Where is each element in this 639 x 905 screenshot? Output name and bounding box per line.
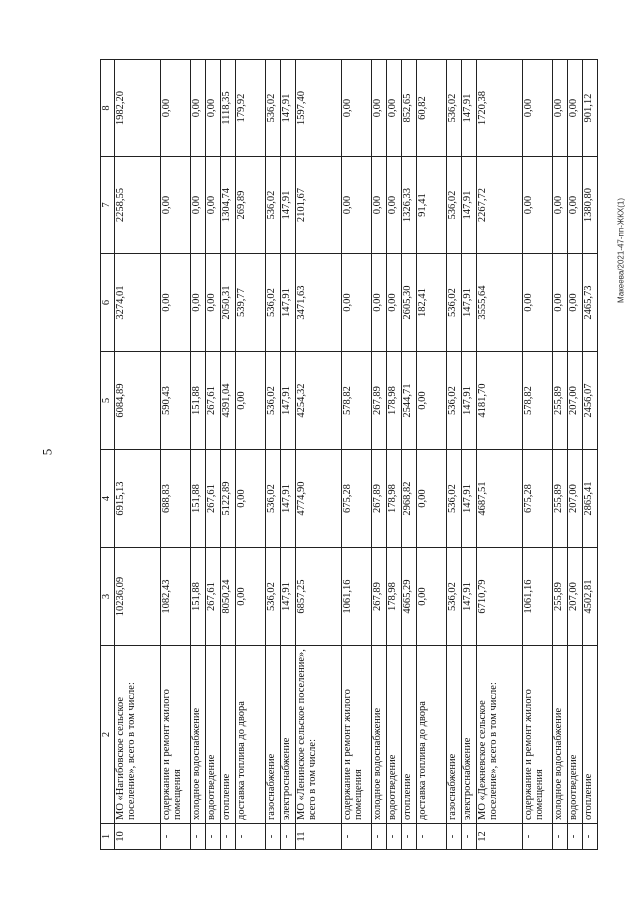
value-cell: 267,89 xyxy=(372,450,387,548)
value-cell: 1061,16 xyxy=(342,548,372,646)
column-header: 8 xyxy=(101,60,115,157)
value-cell: 207,00 xyxy=(568,548,583,646)
row-label-cell: холодное водоснабжение xyxy=(553,646,568,824)
value-cell: 590,43 xyxy=(161,352,191,450)
value-cell: 207,00 xyxy=(568,352,583,450)
row-number-cell: - xyxy=(281,824,296,850)
value-cell: 0,00 xyxy=(523,60,553,157)
value-cell: 1326,33 xyxy=(402,157,417,254)
value-cell: 0,00 xyxy=(372,157,387,254)
value-cell: 147,91 xyxy=(281,450,296,548)
row-number-cell: - xyxy=(568,824,583,850)
value-cell: 147,91 xyxy=(462,548,477,646)
column-header: 3 xyxy=(101,548,115,646)
value-cell: 2258,55 xyxy=(115,157,161,254)
value-cell: 255,89 xyxy=(553,450,568,548)
value-cell: 536,02 xyxy=(266,157,281,254)
value-cell: 1118,35 xyxy=(221,60,236,157)
row-label-cell: водоотведение xyxy=(206,646,221,824)
value-cell: 267,61 xyxy=(206,548,221,646)
table-row xyxy=(281,60,296,850)
value-cell: 2101,67 xyxy=(296,157,342,254)
value-cell: 0,00 xyxy=(206,60,221,157)
value-cell: 0,00 xyxy=(191,254,206,352)
row-label-cell: МО «Дежневское сельское поселение», всего в том числе: xyxy=(477,646,523,824)
table-row xyxy=(462,60,477,850)
value-cell: 0,00 xyxy=(417,548,447,646)
value-cell: 4181,70 xyxy=(477,352,523,450)
value-cell: 1597,40 xyxy=(296,60,342,157)
table-row xyxy=(523,60,553,850)
table-row xyxy=(417,60,447,850)
row-number-cell: - xyxy=(417,824,447,850)
value-cell: 536,02 xyxy=(266,450,281,548)
value-cell: 0,00 xyxy=(523,254,553,352)
value-cell: 2465,73 xyxy=(583,254,598,352)
row-label-cell: электроснабжение xyxy=(462,646,477,824)
table-row xyxy=(115,60,161,850)
value-cell: 147,91 xyxy=(281,548,296,646)
value-cell: 1082,43 xyxy=(161,548,191,646)
value-cell: 0,00 xyxy=(387,60,402,157)
value-cell: 255,89 xyxy=(553,352,568,450)
value-cell: 852,65 xyxy=(402,60,417,157)
table-row xyxy=(553,60,568,850)
value-cell: 4665,29 xyxy=(402,548,417,646)
table-row xyxy=(402,60,417,850)
value-cell: 3555,64 xyxy=(477,254,523,352)
row-label-cell: доставка топлива до двора xyxy=(236,646,266,824)
table-row xyxy=(583,60,598,850)
value-cell: 147,91 xyxy=(462,157,477,254)
value-cell: 0,00 xyxy=(342,254,372,352)
value-cell: 536,02 xyxy=(266,548,281,646)
row-label-cell: холодное водоснабжение xyxy=(191,646,206,824)
value-cell: 147,91 xyxy=(462,254,477,352)
row-number-cell: - xyxy=(402,824,417,850)
value-cell: 267,61 xyxy=(206,450,221,548)
value-cell: 0,00 xyxy=(372,60,387,157)
value-cell: 536,02 xyxy=(447,157,462,254)
row-number-cell: - xyxy=(447,824,462,850)
page-number: 5 xyxy=(39,448,55,456)
row-number-cell: - xyxy=(523,824,553,850)
value-cell: 151,88 xyxy=(191,450,206,548)
column-header: 4 xyxy=(101,450,115,548)
value-cell: 536,02 xyxy=(447,548,462,646)
value-cell: 536,02 xyxy=(447,450,462,548)
row-number-cell: - xyxy=(236,824,266,850)
table-row xyxy=(206,60,221,850)
row-number-cell: - xyxy=(462,824,477,850)
value-cell: 151,88 xyxy=(191,352,206,450)
row-label-cell: отопление xyxy=(402,646,417,824)
value-cell: 147,91 xyxy=(281,254,296,352)
rotated-table-frame xyxy=(100,60,594,850)
row-number-cell: - xyxy=(553,824,568,850)
table-row xyxy=(236,60,266,850)
value-cell: 0,00 xyxy=(342,60,372,157)
value-cell: 536,02 xyxy=(266,352,281,450)
row-label-cell: содержание и ремонт жилого помещения xyxy=(523,646,553,824)
column-header: 5 xyxy=(101,352,115,450)
value-cell: 4254,32 xyxy=(296,352,342,450)
value-cell: 0,00 xyxy=(342,157,372,254)
value-cell: 0,00 xyxy=(161,60,191,157)
row-label-cell: газоснабжение xyxy=(266,646,281,824)
column-header: 7 xyxy=(101,157,115,254)
value-cell: 675,28 xyxy=(523,450,553,548)
row-number-cell: - xyxy=(221,824,236,850)
table-row xyxy=(568,60,583,850)
value-cell: 0,00 xyxy=(387,254,402,352)
value-cell: 2267,72 xyxy=(477,157,523,254)
value-cell: 0,00 xyxy=(523,157,553,254)
value-cell: 178,98 xyxy=(387,548,402,646)
table-row xyxy=(372,60,387,850)
value-cell: 255,89 xyxy=(553,548,568,646)
value-cell: 1720,38 xyxy=(477,60,523,157)
table-row xyxy=(447,60,462,850)
row-label-cell: холодное водоснабжение xyxy=(372,646,387,824)
value-cell: 178,98 xyxy=(387,352,402,450)
table-row xyxy=(477,60,523,850)
value-cell: 6857,25 xyxy=(296,548,342,646)
value-cell: 0,00 xyxy=(206,157,221,254)
value-cell: 0,00 xyxy=(191,60,206,157)
row-label-cell: отопление xyxy=(583,646,598,824)
row-number-cell: - xyxy=(191,824,206,850)
value-cell: 3471,63 xyxy=(296,254,342,352)
value-cell: 179,92 xyxy=(236,60,266,157)
value-cell: 4687,51 xyxy=(477,450,523,548)
value-cell: 6915,13 xyxy=(115,450,161,548)
value-cell: 1380,80 xyxy=(583,157,598,254)
document-code: Макеева/2021-47-пп-ЖКХ(1) xyxy=(616,197,626,303)
row-number-cell: - xyxy=(206,824,221,850)
table-header-row xyxy=(101,60,115,850)
value-cell: 6710,79 xyxy=(477,548,523,646)
value-cell: 578,82 xyxy=(523,352,553,450)
value-cell: 147,91 xyxy=(462,60,477,157)
row-label-cell: МО «Нагибовское сельское поселение», всего в том числе: xyxy=(115,646,161,824)
value-cell: 182,41 xyxy=(417,254,447,352)
table-row xyxy=(296,60,342,850)
value-cell: 147,91 xyxy=(462,450,477,548)
row-label-cell: электроснабжение xyxy=(281,646,296,824)
value-cell: 539,77 xyxy=(236,254,266,352)
value-cell: 536,02 xyxy=(447,352,462,450)
value-cell: 8050,24 xyxy=(221,548,236,646)
value-cell: 1304,74 xyxy=(221,157,236,254)
table-row xyxy=(387,60,402,850)
value-cell: 0,00 xyxy=(553,254,568,352)
data-table xyxy=(100,59,598,850)
value-cell: 147,91 xyxy=(281,352,296,450)
row-number-cell: 10 xyxy=(115,824,161,850)
value-cell: 2865,41 xyxy=(583,450,598,548)
value-cell: 536,02 xyxy=(447,60,462,157)
value-cell: 4502,81 xyxy=(583,548,598,646)
value-cell: 0,00 xyxy=(161,254,191,352)
value-cell: 3274,01 xyxy=(115,254,161,352)
value-cell: 6084,89 xyxy=(115,352,161,450)
row-label-cell: газоснабжение xyxy=(447,646,462,824)
table-row xyxy=(342,60,372,850)
value-cell: 0,00 xyxy=(161,157,191,254)
row-number-cell: - xyxy=(161,824,191,850)
value-cell: 147,91 xyxy=(281,60,296,157)
value-cell: 0,00 xyxy=(372,254,387,352)
value-cell: 0,00 xyxy=(417,352,447,450)
value-cell: 901,12 xyxy=(583,60,598,157)
value-cell: 10236,09 xyxy=(115,548,161,646)
value-cell: 0,00 xyxy=(387,157,402,254)
value-cell: 2968,82 xyxy=(402,450,417,548)
value-cell: 0,00 xyxy=(568,60,583,157)
value-cell: 147,91 xyxy=(462,352,477,450)
value-cell: 1982,20 xyxy=(115,60,161,157)
column-header: 6 xyxy=(101,254,115,352)
value-cell: 0,00 xyxy=(206,254,221,352)
value-cell: 178,98 xyxy=(387,450,402,548)
value-cell: 91,41 xyxy=(417,157,447,254)
value-cell: 0,00 xyxy=(417,450,447,548)
value-cell: 2050,31 xyxy=(221,254,236,352)
value-cell: 536,02 xyxy=(266,254,281,352)
value-cell: 60,82 xyxy=(417,60,447,157)
value-cell: 688,83 xyxy=(161,450,191,548)
row-number-cell: - xyxy=(342,824,372,850)
value-cell: 675,28 xyxy=(342,450,372,548)
value-cell: 207,00 xyxy=(568,450,583,548)
row-label-cell: доставка топлива до двора xyxy=(417,646,447,824)
value-cell: 4774,90 xyxy=(296,450,342,548)
value-cell: 267,89 xyxy=(372,548,387,646)
row-number-cell: 12 xyxy=(477,824,523,850)
row-number-cell: 11 xyxy=(296,824,342,850)
value-cell: 1061,16 xyxy=(523,548,553,646)
table-row xyxy=(191,60,206,850)
row-label-cell: содержание и ремонт жилого помещения xyxy=(342,646,372,824)
value-cell: 0,00 xyxy=(553,60,568,157)
row-label-cell: водоотведение xyxy=(568,646,583,824)
value-cell: 0,00 xyxy=(236,352,266,450)
value-cell: 0,00 xyxy=(568,254,583,352)
value-cell: 0,00 xyxy=(191,157,206,254)
value-cell: 536,02 xyxy=(266,60,281,157)
row-number-cell: - xyxy=(372,824,387,850)
value-cell: 267,61 xyxy=(206,352,221,450)
row-label-cell: содержание и ремонт жилого помещения xyxy=(161,646,191,824)
value-cell: 0,00 xyxy=(568,157,583,254)
value-cell: 0,00 xyxy=(236,450,266,548)
value-cell: 267,89 xyxy=(372,352,387,450)
value-cell: 2544,71 xyxy=(402,352,417,450)
row-label-cell: водоотведение xyxy=(387,646,402,824)
value-cell: 536,02 xyxy=(447,254,462,352)
value-cell: 2605,30 xyxy=(402,254,417,352)
row-label-cell: МО «Ленинское сельское поселение», всего в том числе: xyxy=(296,646,342,824)
value-cell: 269,89 xyxy=(236,157,266,254)
value-cell: 4391,04 xyxy=(221,352,236,450)
table-container xyxy=(100,60,594,850)
value-cell: 0,00 xyxy=(553,157,568,254)
value-cell: 5122,89 xyxy=(221,450,236,548)
column-header: 1 xyxy=(101,824,115,850)
row-number-cell: - xyxy=(266,824,281,850)
value-cell: 2456,07 xyxy=(583,352,598,450)
column-header: 2 xyxy=(101,646,115,824)
row-number-cell: - xyxy=(387,824,402,850)
value-cell: 578,82 xyxy=(342,352,372,450)
row-number-cell: - xyxy=(583,824,598,850)
table-row xyxy=(221,60,236,850)
value-cell: 147,91 xyxy=(281,157,296,254)
row-label-cell: отопление xyxy=(221,646,236,824)
value-cell: 0,00 xyxy=(236,548,266,646)
table-row xyxy=(161,60,191,850)
table-row xyxy=(266,60,281,850)
value-cell: 151,88 xyxy=(191,548,206,646)
